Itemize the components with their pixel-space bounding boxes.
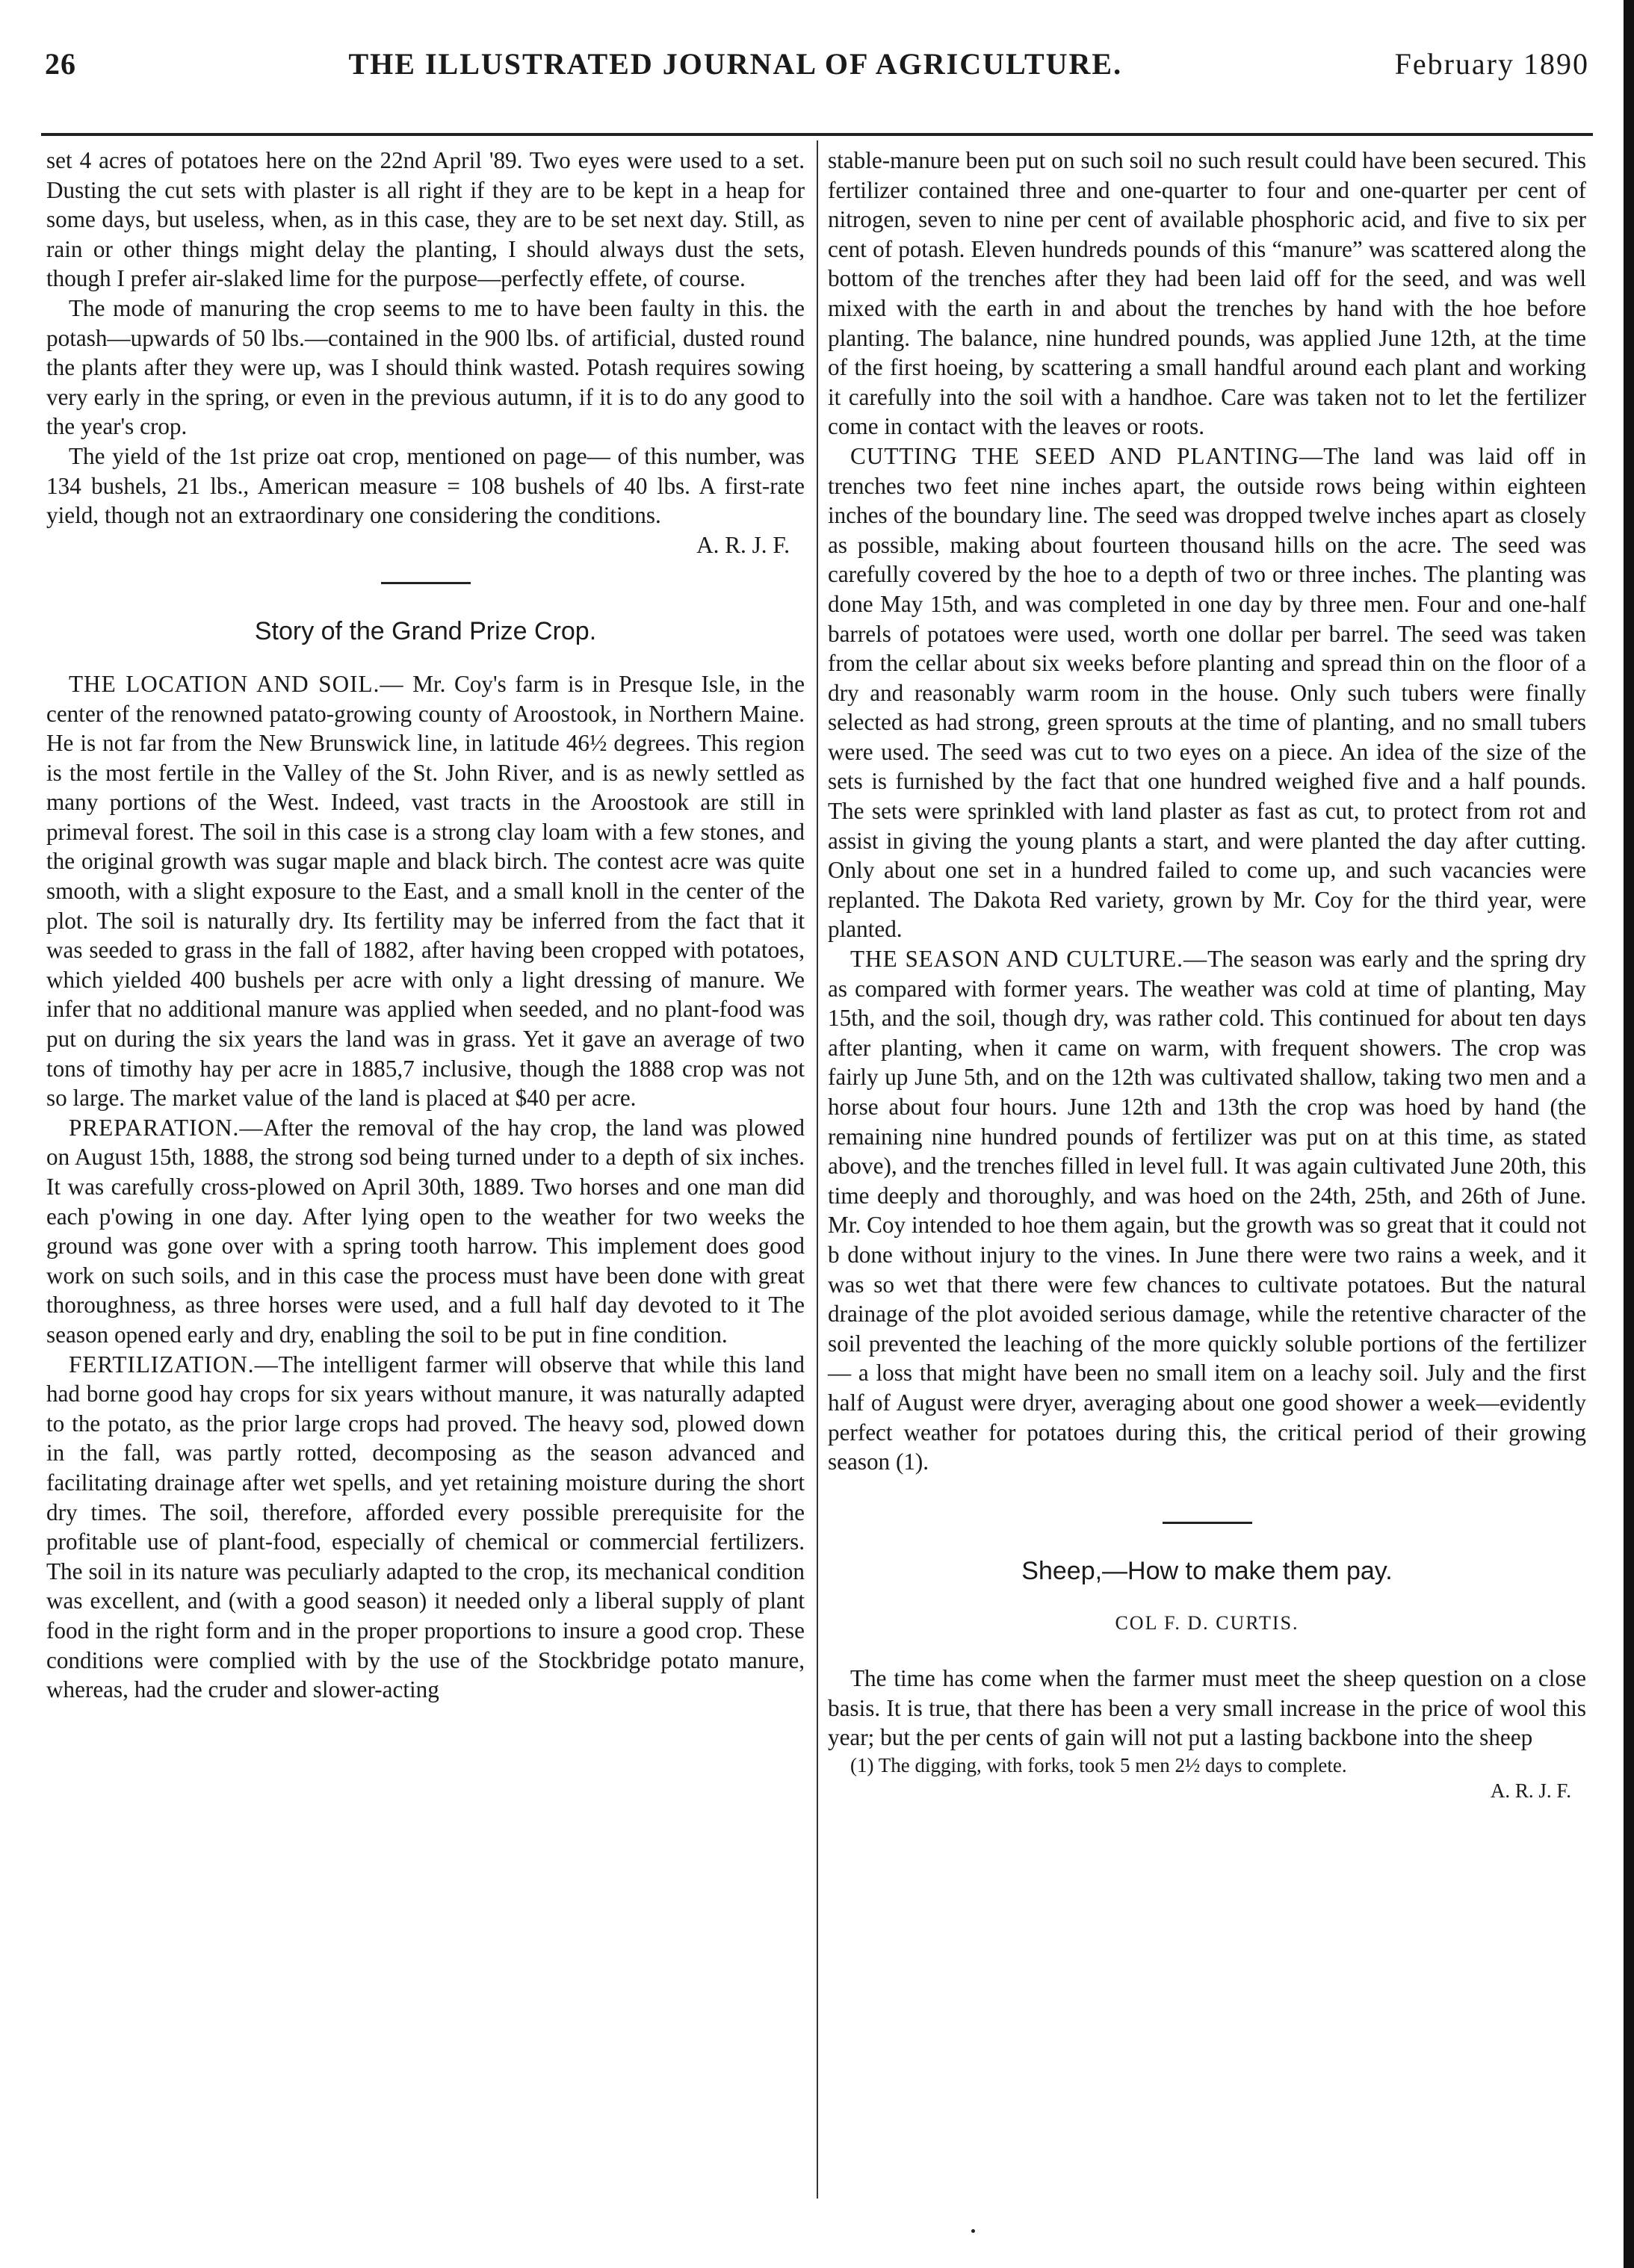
paragraph: [828, 441, 1586, 944]
column-divider: [817, 140, 818, 2199]
right-column: [828, 146, 1586, 1803]
section-heading: FERTILIZATION.—: [69, 1351, 279, 1378]
section-text: The season was early and the spring dry as compared with former years. The weather was cold at time of planting, May 15th, and the soil, though dry, was rather cold. This continued for about ten days after planting, when it came on warm, with frequent showers. The crop was fairly up June 5th, and on the 12th was cultivated shallow, taking two men and a horse about four hours. June 12th and 13th the crop was hoed by hand (the remaining nine hundred pounds of fertilizer was put on at this time, as stated above), and the trenches filled in level full. It was again cultivated June 20th, this time deeply and thoroughly, and was hoed on the 24th, 25th, and 26th of June. Mr. Coy intended to hoe them again, but the growth was so great that it could not b done without injury to the vines. In June there were two rains a week, and it was so wet that there were few chances to cultivate potatoes. But the natural drainage of the plot avoided serious damage, while the retentive character of the soil prevented the leaching of the more quickly soluble portions of the fertilizer— a loss that might have been no small item on a leachy soil. July and the first half of August were dryer, averaging about one good shower a week—evidently perfect weather for potatoes during this, the critical period of their growing season (1).: [828, 946, 1587, 1475]
paragraph: [46, 1350, 805, 1705]
issue-date: February 1890: [1394, 47, 1589, 81]
paragraph: The yield of the 1st prize oat crop, mentioned on page— of this number, was 134 bushels, 21 lbs., American measure = 108 bushels of 40 lbs. A first-rate yield, though not an extraordinary one considering the conditions.: [46, 442, 805, 529]
paragraph: The mode of manuring the crop seems to me to have been faulty in this. the potash—upwards of 50 lbs.—contained in the 900 lbs. of artificial, dusted round the plants after they were up, was I should think wasted. Potash requires sowing very early in the spring, or even in the previous autumn, if it is to do any good to the year's crop.: [46, 294, 805, 440]
footnote: (1) The digging, with forks, took 5 men 2½ days to complete.: [850, 1753, 1347, 1776]
signature: A. R. J. F.: [696, 531, 790, 558]
page-number: 26: [45, 47, 76, 81]
ink-dot: [971, 2229, 975, 2233]
paragraph: [46, 1113, 805, 1350]
section-rule: [1163, 1522, 1252, 1524]
section-heading: PREPARATION.—: [69, 1114, 264, 1141]
article-title: Sheep,—How to make them pay.: [1021, 1556, 1393, 1585]
section-text: After the removal of the hay crop, the land was plowed on August 15th, 1888, the strong sod being turned under to a depth of six inches. It was carefully cross-plowed on April 30th, 1889. Two horses and one man did each p'owing in one day. After lying open to the weather for two weeks the ground was gone over with a spring tooth harrow. This implement does good work on such soils, and in this case the process must have been done with great thoroughness, as three horses were used, and a full half day devoted to it The season opened early and dry, enabling the soil to be put in fine condition.: [46, 1114, 805, 1348]
section-text: The intelligent farmer will observe that while this land had borne good hay crops for six years without manure, it was naturally adapted to the potato, as the prior large crops had proved. The heavy sod, plowed down in the fall, was partly rotted, decomposing as the season advanced and facilitating drainage after wet spells, and yet retaining moisture during the short dry times. The soil, therefore, afforded every possible prerequisite for the profitable use of plant-food, especially of chemical or commercial fertilizers. The soil in its nature was peculiarly adapted to the crop, its mechanical condition was excellent, and (with a good season) it needed only a liberal supply of plant food in the right form and in the proper proportions to insure a good crop. These conditions were complied with by the use of the Stockbridge potato manure, whereas, had the cruder and slower-acting: [46, 1351, 805, 1703]
section-text: Mr. Coy's farm is in Presque Isle, in the center of the renowned patato-growing county of Aroostook, in Northern Maine. He is not far from the New Brunswick line, in latitude 46½ degrees. This region is the most fertile in the Valley of the St. John River, and is as newly settled as many portions of the West. Indeed, vast tracts in the Aroostook are still in primeval forest. The soil in this case is a strong clay loam with a few stones, and the original growth was sugar maple and black birch. The contest acre was quite smooth, with a slight exposure to the East, and a small knoll in the center of the plot. The soil is naturally dry. Its fertility may be inferred from the fact that it was seeded to grass in the fall of 1882, after having been cropped with potatoes, which yielded 400 bushels per acre with only a light dressing of manure. We infer that no additional manure was applied when seeded, and no plant-food was put on during the six years the land was in grass. Yet it gave an average of two tons of timothy hay per acre in 1885,7 inclusive, though the 1888 crop was not so large. The market value of the land is placed at $40 per acre.: [46, 670, 805, 1112]
running-header: [45, 46, 1589, 91]
header-rule: [41, 133, 1593, 136]
article-title: Story of the Grand Prize Crop.: [254, 617, 597, 646]
page-edge-shadow: [1624, 0, 1634, 2268]
byline: COL F. D. CURTIS.: [1115, 1612, 1299, 1635]
paragraph: set 4 acres of potatoes here on the 22nd April '89. Two eyes were used to a set. Dusting the cut sets with plaster is all right if they are to be kept in a heap for some days, but useless, when, as in this case, they are to be set next day. Still, as rain or other things might delay the planting, I should always dust the sets, though I prefer air-slaked lime for the purpose—perfectly effete, of course.: [46, 147, 805, 292]
section-rule: [381, 582, 471, 584]
section-text: The land was laid off in trenches two feet nine inches apart, the outside rows being within eighteen inches of the boundary line. The seed was dropped twelve inches apart as closely as possible, making about fourteen thousand hills on the acre. The seed was carefully covered by the hoe to a depth of two or three inches. The planting was done May 15th, and was completed in one day by three men. Four and one-half barrels of potatoes were used, worth one dollar per barrel. The seed was taken from the cellar about six weeks before planting and spread thin on the floor of a dry and reasonably warm room in the house. Only such tubers were finally selected as had strong, green sprouts at the time of planting, and no small tubers were used. The seed was cut to two eyes on a piece. An idea of the size of the sets is furnished by the fact that one hundred weighed five and a half pounds. The sets were sprinkled with land plaster as fast as cut, to protect from rot and assist in giving the young plants a start, and were planted the day after cutting. Only about one set in a hundred failed to come up, and such vacancies were replanted. The Dakota Red variety, grown by Mr. Coy for the third year, were planted.: [828, 442, 1587, 943]
paragraph: [46, 669, 805, 1113]
paragraph: stable-manure been put on such soil no such result could have been secured. This fertilizer contained three and one-quarter to four and one-quarter per cent of nitrogen, seven to nine per cent of available phosphoric acid, and five to six per cent of potash. Eleven hundreds pounds of this “manure” was scattered along the bottom of the trenches after they had been laid off for the seed, and was well mixed with the earth in and about the trenches by hand with the hoe before planting. The balance, nine hundred pounds, was applied June 12th, at the time of the first hoeing, by scattering a small handful around each plant and working it carefully into the soil with a handhoe. Care was taken not to let the fertilizer come in contact with the leaves or roots.: [828, 147, 1586, 440]
section-heading: THE SEASON AND CULTURE.—: [850, 946, 1208, 973]
left-column: [46, 146, 805, 1705]
paragraph: [828, 944, 1586, 1477]
footnote-signature: A. R. J. F.: [1490, 1779, 1571, 1802]
paragraph: The time has come when the farmer must meet the sheep question on a close basis. It is true, that there has been a very small increase in the price of wool this year; but the per cents of gain will not put a lasting backbone into the sheep: [828, 1664, 1586, 1751]
section-heading: THE LOCATION AND SOIL.—: [69, 670, 404, 697]
section-heading: CUTTING THE SEED AND PLANTING—: [850, 442, 1324, 469]
journal-title: THE ILLUSTRATED JOURNAL OF AGRICULTURE.: [348, 47, 1123, 81]
